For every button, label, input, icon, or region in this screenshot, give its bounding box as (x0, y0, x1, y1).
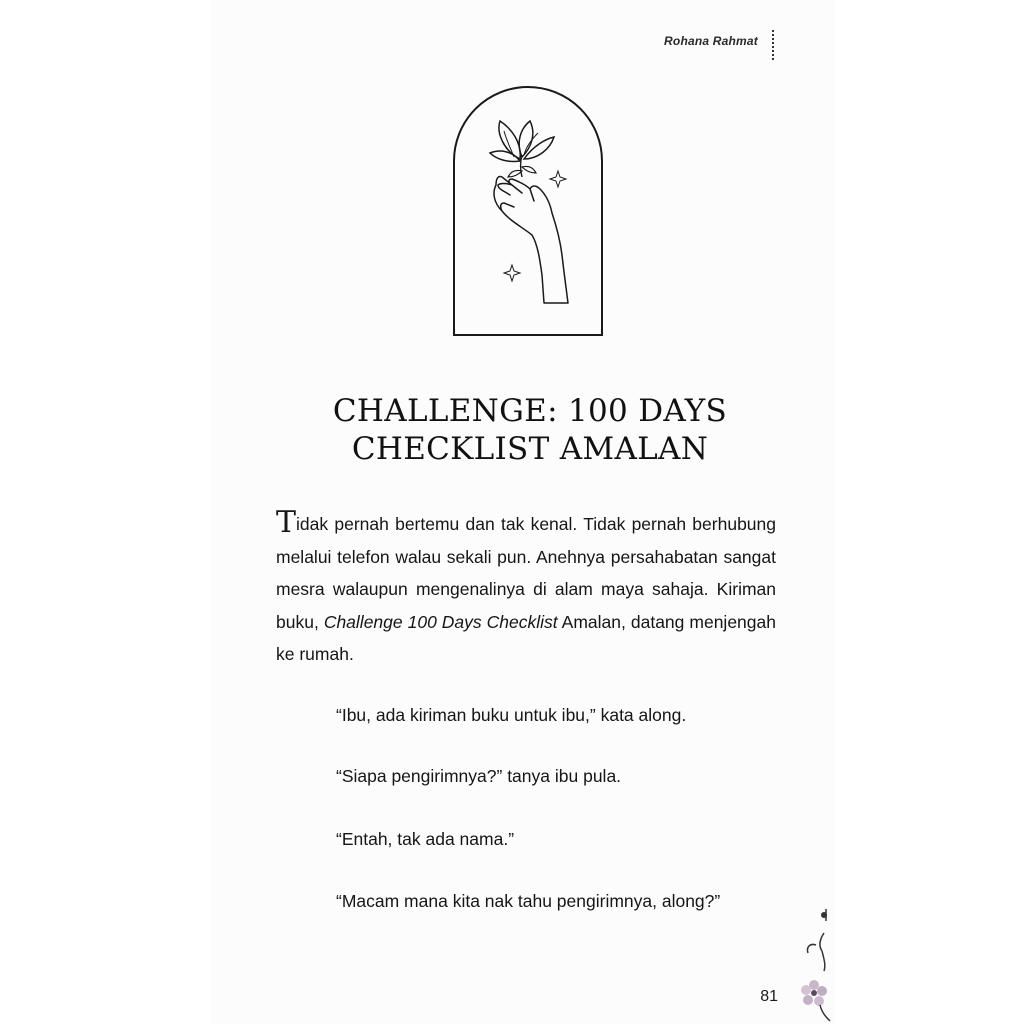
scan-margin-right (835, 0, 1024, 1024)
page-number: 81 (760, 988, 778, 1005)
dialogue-line-3: “Entah, tak ada nama.” (336, 829, 515, 849)
header-dotted-rule (772, 30, 774, 60)
dialogue-line-4: “Macam mana kita nak tahu pengirimnya, along?” (336, 891, 721, 911)
dialogue-line-2: “Siapa pengirimnya?” tanya ibu pula. (336, 766, 622, 786)
dialogue-line-1: “Ibu, ada kiriman buku untuk ibu,” kata along. (336, 705, 687, 725)
paragraph-text-a: idak pernah bertemu dan tak kenal. Tidak pernah berhubung melalui telefon walau sekali pun. Anehnya persahabatan sangat mesra walaupun mengenalinya di alam maya sahaja. Kiriman buku, (276, 514, 776, 632)
paragraph-text-b: Amalan, datang menjengah ke rumah. (276, 611, 776, 664)
chapter-title (300, 392, 760, 468)
scan-margin-left (0, 0, 210, 1024)
running-head-author: Rohana Rahmat (664, 34, 758, 48)
chapter-title-line-2: CHECKLIST AMALAN (351, 431, 709, 467)
hand-holding-flower-icon (452, 85, 604, 337)
chapter-title-line-1: CHALLENGE: 100 DAYS (332, 393, 728, 429)
body-paragraph (276, 505, 776, 671)
floral-sprig-icon (796, 905, 834, 1024)
drop-cap: T (276, 505, 297, 540)
paragraph-italic-title: Challenge 100 Days Checklist (323, 611, 558, 632)
